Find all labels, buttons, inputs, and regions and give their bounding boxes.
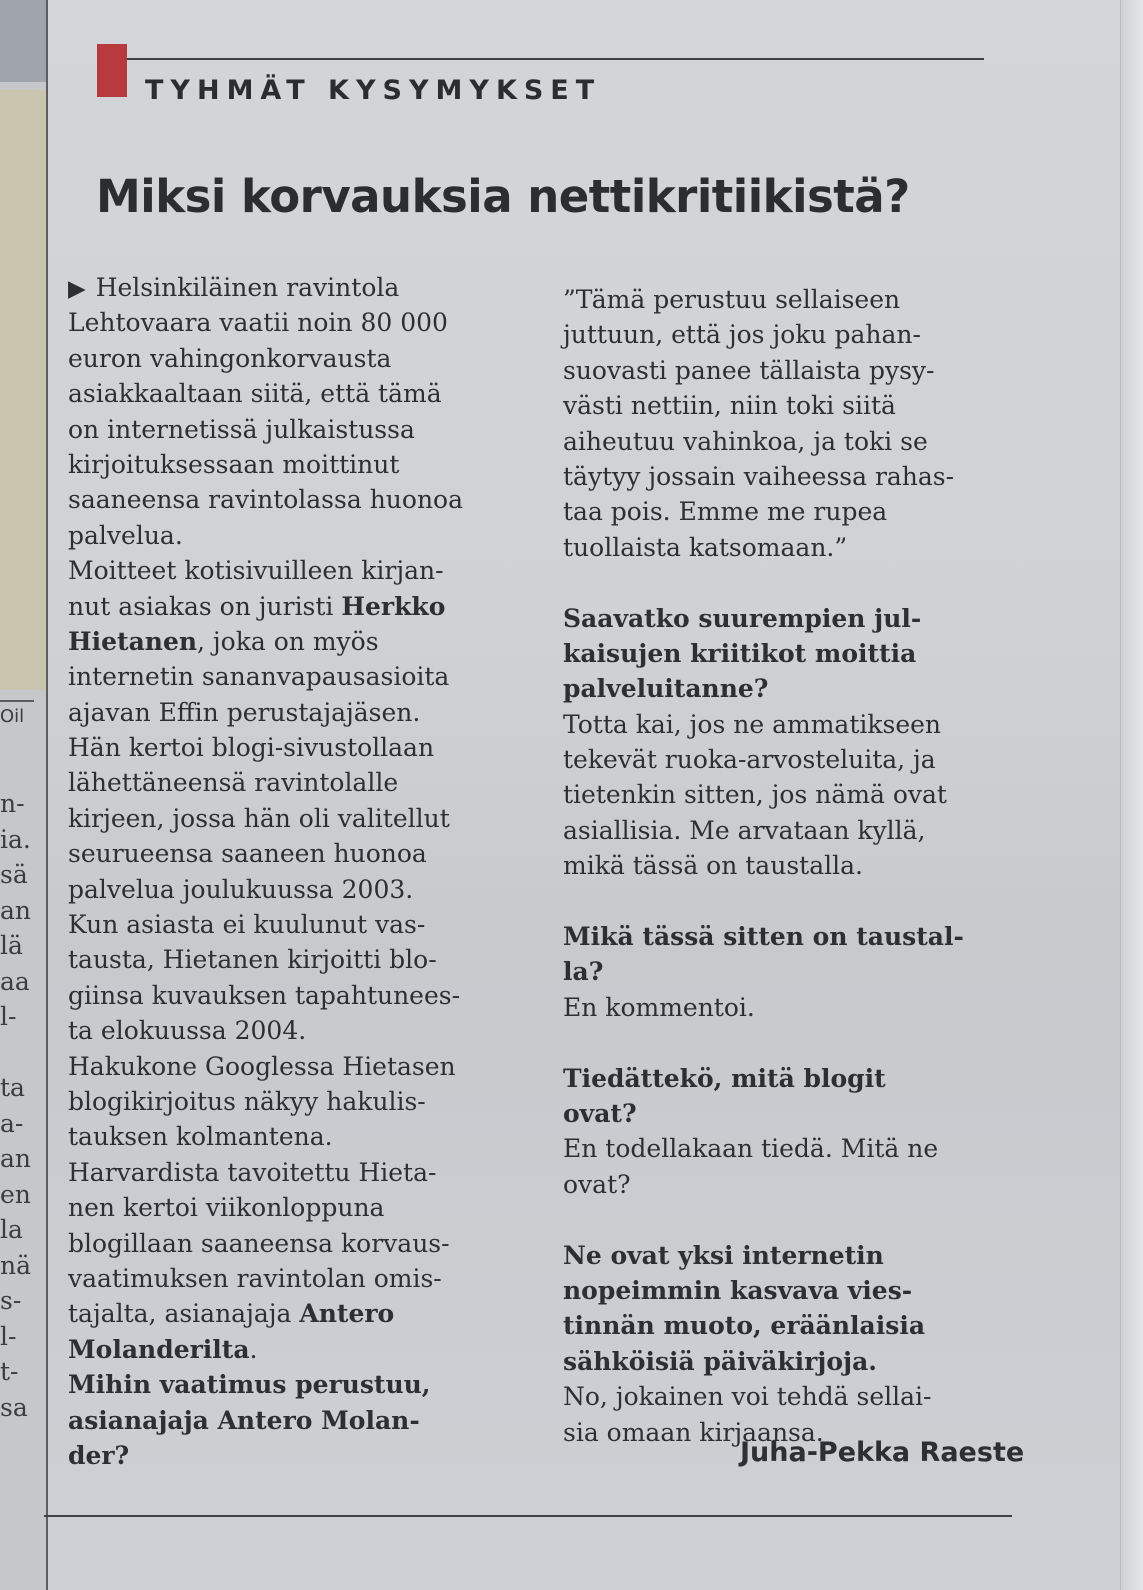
text-run: En todellakaan tiedä. Mitä ne	[563, 1134, 939, 1164]
text-line	[68, 1013, 538, 1048]
text-run: sia omaan kirjaansa.	[563, 1417, 824, 1447]
text-run: Totta kai, jos ne ammatikseen	[563, 709, 942, 739]
text-line	[68, 376, 538, 411]
text-run: ”Tämä perustuu sellaiseen	[563, 285, 901, 314]
text-run: internetin sananvapausasioita	[68, 662, 450, 692]
text-run: .	[249, 1334, 258, 1364]
adjacent-divider	[0, 700, 34, 702]
text-run: tietenkin sitten, jos nämä ovat	[563, 780, 947, 810]
text-line	[563, 848, 1025, 883]
text-line	[563, 282, 1025, 317]
text-line	[563, 1379, 1025, 1414]
text-line	[563, 636, 1025, 671]
text-line	[68, 447, 538, 482]
adjacent-text-fragment: ta	[0, 1073, 25, 1102]
adjacent-text-fragment: l-	[0, 1321, 17, 1351]
paragraph-gap	[563, 1025, 1025, 1060]
text-run: palvelua joulukuussa 2003.	[68, 874, 414, 904]
adjacent-text-fragment	[0, 1035, 46, 1071]
bold-text-run: Hietanen	[68, 626, 198, 656]
section-color-mark	[97, 44, 127, 97]
text-line	[563, 1131, 1025, 1166]
text-line	[68, 1403, 538, 1438]
bold-text-run: asianajaja Antero Molan-	[68, 1405, 420, 1435]
text-line	[68, 907, 538, 942]
text-run: taa pois. Emme me rupea	[563, 497, 888, 527]
bold-text-run: la?	[563, 957, 604, 987]
adjacent-article-column	[0, 0, 48, 1590]
adjacent-label: Oil	[0, 706, 25, 727]
text-line	[563, 954, 1025, 989]
adjacent-text-fragment: la	[0, 1215, 23, 1244]
text-line	[68, 1084, 538, 1119]
text-line	[563, 1167, 1025, 1202]
text-line	[563, 388, 1025, 423]
bold-text-run: Saavatko suurempien jul-	[563, 603, 922, 633]
text-line	[68, 1261, 538, 1296]
text-line	[563, 990, 1025, 1025]
bold-text-run: ovat?	[563, 1098, 637, 1128]
text-line	[68, 305, 538, 340]
text-run: ta elokuussa 2004.	[68, 1016, 307, 1046]
text-line	[68, 412, 538, 447]
bold-text-run: Molanderilta	[68, 1334, 250, 1364]
text-line	[68, 1190, 538, 1225]
adjacent-ad-strip	[0, 90, 46, 690]
text-line	[563, 813, 1025, 848]
text-line	[563, 1344, 1025, 1379]
bottom-divider	[44, 1515, 1012, 1517]
text-run: Hän kertoi blogi-sivustollaan	[68, 733, 435, 763]
text-run: nut asiakas on juristi	[68, 591, 342, 621]
paragraph-gap	[563, 565, 1025, 600]
text-run: Moitteet kotisivuilleen kirjan-	[68, 556, 444, 586]
top-divider	[98, 58, 984, 60]
text-run: Lehtovaara vaatii noin 80 000	[68, 308, 448, 338]
text-line	[68, 1155, 538, 1190]
text-line	[68, 270, 538, 305]
adjacent-text-fragment: lä	[0, 931, 23, 960]
text-run: täytyy jossain vaiheessa rahas-	[563, 461, 955, 491]
adjacent-text-fragment: aa	[0, 966, 30, 996]
text-line	[68, 836, 538, 871]
adjacent-text-fragment: sä	[0, 860, 28, 889]
text-run: tajalta, asianajaja	[68, 1299, 300, 1329]
text-line	[563, 530, 1025, 565]
adjacent-text-fragment: s-	[0, 1286, 22, 1315]
text-line	[563, 317, 1025, 352]
paragraph-gap	[563, 884, 1025, 919]
text-line	[68, 1049, 538, 1084]
text-run: västi nettiin, niin toki siitä	[563, 391, 896, 421]
adjacent-text-fragment: an	[0, 1144, 32, 1173]
author-byline: Juha-Pekka Raeste	[740, 1437, 1025, 1468]
text-run: , joka on myös	[197, 626, 379, 656]
adjacent-image-strip	[0, 0, 46, 82]
text-run: tausta, Hietanen kirjoitti blo-	[68, 945, 437, 975]
article-headline: Miksi korvauksia nettikritiikistä?	[96, 170, 910, 223]
text-line	[563, 459, 1025, 494]
text-line	[68, 518, 538, 553]
text-run: En kommentoi.	[563, 992, 755, 1022]
text-line	[68, 589, 538, 624]
text-line	[563, 1308, 1025, 1343]
text-run: ovat?	[563, 1169, 631, 1199]
bold-text-run: Tiedättekö, mitä blogit	[563, 1063, 886, 1093]
bold-text-run: kaisujen kriitikot moittia	[563, 638, 917, 668]
text-line	[563, 353, 1025, 388]
section-kicker: TYHMÄT KYSYMYKSET	[145, 75, 602, 106]
text-run: kirjeen, jossa hän oli valitellut	[68, 803, 450, 833]
bold-text-run: Mikä tässä sitten on taustal-	[563, 922, 964, 952]
text-line	[563, 671, 1025, 706]
text-line	[68, 695, 538, 730]
adjacent-text-fragment: sa	[0, 1392, 28, 1422]
text-run: seurueensa saaneen huonoa	[68, 839, 427, 869]
text-line	[68, 978, 538, 1013]
page-edge	[1120, 0, 1143, 1590]
bold-text-run: Herkko	[341, 591, 446, 621]
text-run: tuollaista katsomaan.”	[563, 532, 848, 562]
adjacent-text-fragment: n-	[0, 789, 25, 818]
text-line	[563, 601, 1025, 636]
text-run: giinsa kuvauksen tapahtunees-	[68, 980, 461, 1010]
text-line	[563, 1061, 1025, 1096]
text-run: tekevät ruoka-arvosteluita, ja	[563, 745, 936, 775]
bold-text-run: Antero	[299, 1299, 395, 1329]
text-line	[68, 801, 538, 836]
text-line	[563, 1238, 1025, 1273]
text-run: Hakukone Googlessa Hietasen	[68, 1051, 456, 1081]
text-run: asiallisia. Me arvataan kyllä,	[563, 815, 926, 845]
bold-text-run: nopeimmin kasvava vies-	[563, 1275, 913, 1305]
bold-text-run: sähköisiä päiväkirjoja.	[563, 1346, 877, 1376]
text-run: aiheutuu vahinkoa, ja toki se	[563, 426, 928, 456]
text-line	[68, 1367, 538, 1402]
text-line	[68, 553, 538, 588]
article-column-right	[563, 282, 1025, 1450]
adjacent-text-fragment: t-	[0, 1357, 19, 1386]
text-run: suovasti panee tällaista pysy-	[563, 355, 935, 385]
adjacent-text-fragment: nä	[0, 1250, 32, 1280]
text-run: lähettäneensä ravintolalle	[68, 768, 399, 798]
text-run: blogillaan saaneensa korvaus-	[68, 1228, 450, 1258]
adjacent-text-fragments	[0, 786, 46, 1425]
text-line	[563, 494, 1025, 529]
text-line	[68, 341, 538, 376]
text-run: Helsinkiläinen ravintola	[95, 273, 400, 302]
text-line	[68, 872, 538, 907]
text-line	[68, 624, 538, 659]
text-run: tauksen kolmantena.	[68, 1122, 333, 1152]
bold-text-run: Mihin vaatimus perustuu,	[68, 1370, 431, 1400]
text-line	[68, 1296, 538, 1331]
text-line	[563, 1096, 1025, 1131]
text-line	[68, 1119, 538, 1154]
text-run: ajavan Effin perustajajäsen.	[68, 697, 421, 727]
bold-text-run: Ne ovat yksi internetin	[563, 1240, 884, 1270]
text-line	[68, 659, 538, 694]
paragraph-gap	[563, 1202, 1025, 1237]
text-run: asiakkaaltaan siitä, että tämä	[68, 379, 442, 409]
adjacent-text-fragment: a-	[0, 1108, 24, 1138]
text-line	[563, 707, 1025, 742]
article-column-left	[68, 270, 538, 1473]
bold-text-run: palveluitanne?	[563, 674, 769, 704]
adjacent-text-fragment: l-	[0, 1002, 17, 1031]
text-line	[68, 730, 538, 765]
text-line	[563, 919, 1025, 954]
adjacent-text-fragment: ia.	[0, 824, 31, 854]
text-run: nen kertoi viikonloppuna	[68, 1193, 385, 1223]
text-line	[68, 765, 538, 800]
text-line	[563, 1273, 1025, 1308]
text-run: Harvardista tavoitettu Hieta-	[68, 1157, 437, 1187]
text-run: Kun asiasta ei kuulunut vas-	[68, 910, 426, 940]
text-line	[68, 482, 538, 517]
text-run: No, jokainen voi tehdä sellai-	[563, 1382, 932, 1412]
text-run: palvelua.	[68, 520, 183, 550]
bold-text-run: der?	[68, 1440, 130, 1470]
text-run: blogikirjoitus näkyy hakulis-	[68, 1086, 426, 1116]
text-line	[68, 1332, 538, 1367]
text-run: on internetissä julkaistussa	[68, 414, 415, 444]
text-line	[563, 424, 1025, 459]
text-run: kirjoituksessaan moittinut	[68, 449, 400, 479]
text-run: mikä tässä on taustalla.	[563, 851, 863, 881]
text-line	[563, 742, 1025, 777]
text-line	[68, 1438, 538, 1473]
text-run: vaatimuksen ravintolan omis-	[68, 1263, 442, 1293]
triangle-right-icon: ▶	[68, 276, 86, 302]
text-line	[563, 777, 1025, 812]
bold-text-run: tinnän muoto, eräänlaisia	[563, 1311, 926, 1341]
text-run: saaneensa ravintolassa huonoa	[68, 485, 464, 515]
text-run: juttuun, että jos joku pahan-	[563, 320, 921, 350]
text-line	[68, 942, 538, 977]
text-run: euron vahingonkorvausta	[68, 343, 392, 373]
text-line	[68, 1226, 538, 1261]
adjacent-text-fragment: an	[0, 895, 32, 925]
adjacent-text-fragment: en	[0, 1179, 31, 1209]
